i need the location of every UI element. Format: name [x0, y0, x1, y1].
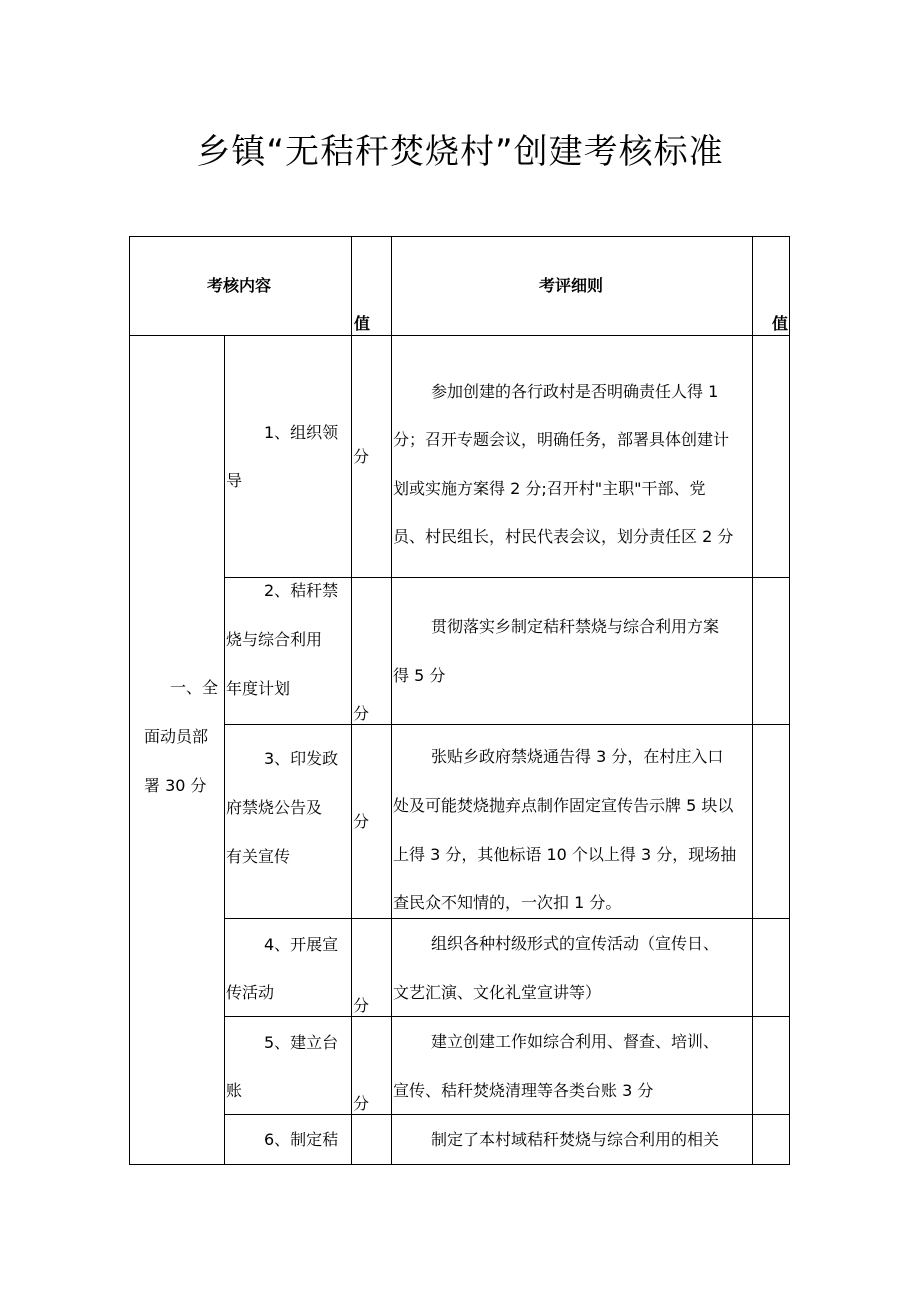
column-divider [351, 236, 352, 1165]
page-title: 乡镇“无秸秆焚烧村”创建考核标准 [196, 132, 724, 172]
row-divider [224, 577, 790, 578]
detail-text: 贯彻落实乡制定秸秆禁烧与综合利用方案 [431, 617, 720, 636]
column-divider [752, 236, 753, 1165]
item-label: 5、建立台 [264, 1033, 339, 1052]
detail-text: 组织各种村级形式的宣传活动（宣传日、 [431, 934, 720, 953]
score-unit: 分 [353, 996, 370, 1015]
detail-text: 制定了本村域秸秆焚烧与综合利用的相关 [431, 1130, 720, 1149]
item-label: 账 [226, 1081, 243, 1100]
detail-text: 上得 3 分，其他标语 10 个以上得 3 分，现场抽 [393, 845, 737, 864]
table-border-right [789, 236, 790, 1165]
detail-text: 查民众不知情的，一次扣 1 分。 [393, 893, 622, 912]
detail-text: 张贴乡政府禁烧通告得 3 分，在村庄入口 [431, 747, 724, 766]
item-label: 2、秸秆禁 [264, 581, 339, 600]
row-divider [224, 1114, 790, 1115]
category-label: 一、全 [170, 678, 219, 697]
category-label: 面动员部 [144, 727, 209, 746]
header-detail: 考评细则 [539, 276, 604, 295]
item-label: 3、印发政 [264, 749, 339, 768]
item-label: 烧与综合利用 [226, 630, 323, 649]
detail-text: 文艺汇演、文化礼堂宣讲等） [393, 983, 602, 1002]
row-divider [224, 1016, 790, 1017]
header-value-1: 值 [354, 314, 371, 333]
detail-text: 得 5 分 [393, 666, 446, 685]
item-label: 导 [226, 471, 243, 490]
detail-text: 宣传、秸秆焚烧清理等各类台账 3 分 [393, 1081, 654, 1100]
item-label: 有关宣传 [226, 847, 291, 866]
score-unit: 分 [353, 704, 370, 723]
header-value-2: 值 [772, 314, 789, 333]
detail-text: 建立创建工作如综合利用、督查、培训、 [431, 1032, 720, 1051]
item-label: 4、开展宣 [264, 935, 339, 954]
detail-text: 划或实施方案得 2 分;召开村"主职"干部、党 [393, 479, 706, 498]
item-label: 年度计划 [226, 679, 291, 698]
detail-text: 处及可能焚烧抛弃点制作固定宣传告示牌 5 块以 [393, 796, 734, 815]
table-border-top [129, 236, 790, 237]
header-divider [129, 335, 790, 336]
item-label: 府禁烧公告及 [226, 798, 323, 817]
column-divider [391, 236, 392, 1165]
item-label: 1、组织领 [264, 423, 339, 442]
item-label: 传活动 [226, 983, 275, 1002]
category-label: 署 30 分 [144, 776, 207, 795]
table-border-left [129, 236, 130, 1165]
score-unit: 分 [353, 447, 370, 466]
row-divider [224, 724, 790, 725]
score-unit: 分 [353, 812, 370, 831]
detail-text: 员、村民组长，村民代表会议，划分责任区 2 分 [393, 527, 734, 546]
table-border-bottom [129, 1164, 790, 1165]
header-content: 考核内容 [207, 276, 272, 295]
detail-text: 参加创建的各行政村是否明确责任人得 1 [431, 382, 719, 401]
column-divider [224, 335, 225, 1165]
score-unit: 分 [353, 1094, 370, 1113]
detail-text: 分；召开专题会议，明确任务，部署具体创建计 [393, 430, 730, 449]
item-label: 6、制定秸 [264, 1130, 339, 1149]
row-divider [224, 918, 790, 919]
